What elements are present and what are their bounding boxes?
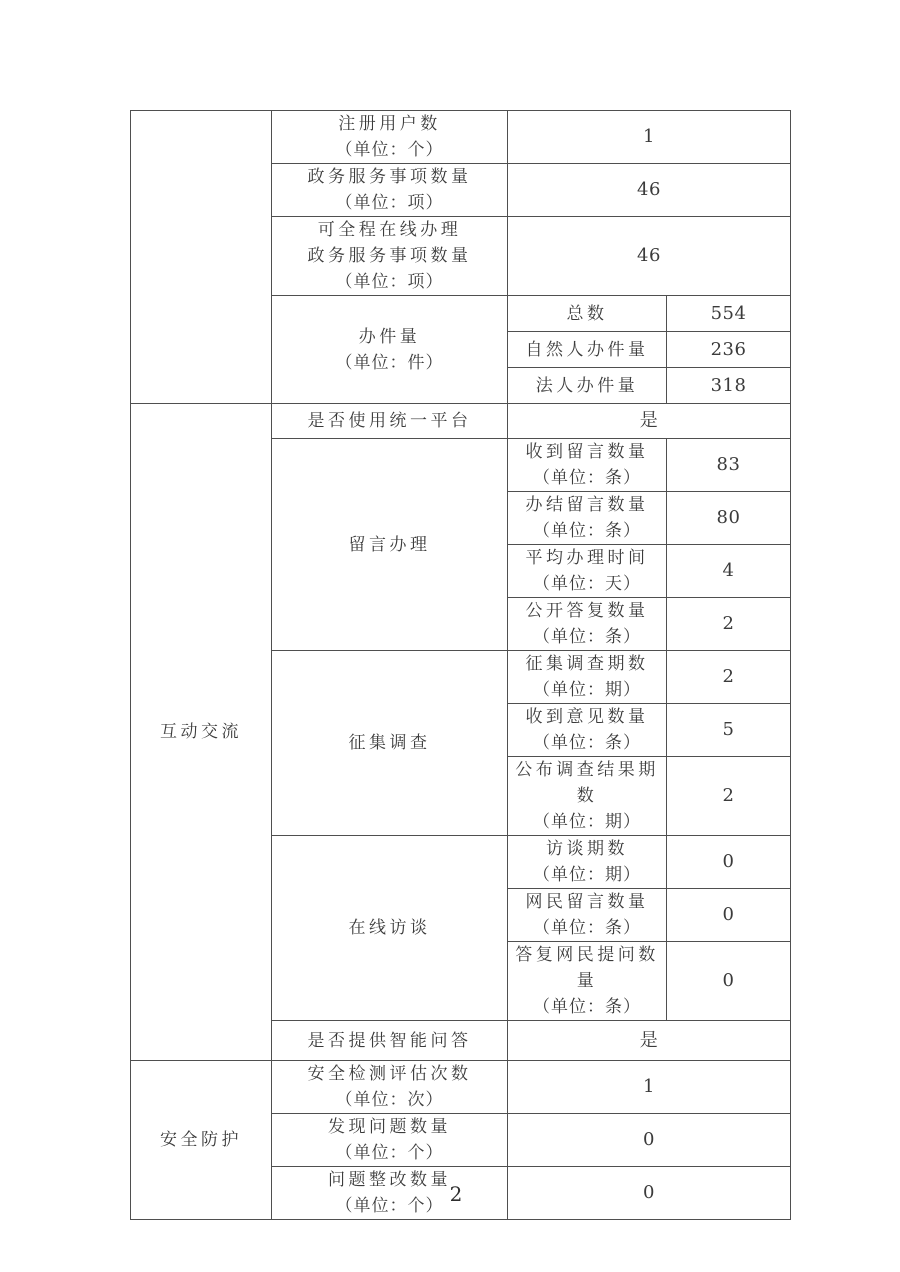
metric-unit: （单位：项） <box>335 272 444 292</box>
submetric-case-total: 总数 <box>508 296 667 332</box>
metric-unit: （单位：条） <box>533 918 641 938</box>
metric-unit: （单位：条） <box>533 521 641 541</box>
subcategory-message-handling: 留言办理 <box>272 439 508 651</box>
metric-case-volume <box>272 296 508 404</box>
value-case-legal-person: 318 <box>667 368 791 404</box>
submetric-case-natural-person: 自然人办件量 <box>508 332 667 368</box>
value-public-replies: 2 <box>667 598 791 651</box>
metric-label: 办结留言数量 <box>525 495 649 515</box>
metric-label-line2: 政务服务事项数量 <box>307 246 472 266</box>
metric-unit: （单位：个） <box>335 140 444 160</box>
value-security-assessments: 1 <box>508 1061 791 1114</box>
value-questions-answered: 0 <box>667 942 791 1021</box>
metric-unit: （单位：天） <box>533 574 641 594</box>
metric-label: 答复网民提问数量 <box>515 945 659 991</box>
category-cell-interaction: 互动交流 <box>131 404 272 1061</box>
value-avg-handling-time: 4 <box>667 545 791 598</box>
value-opinions-received: 5 <box>667 704 791 757</box>
metric-label: 网民留言数量 <box>525 892 649 912</box>
value-case-natural-person: 236 <box>667 332 791 368</box>
value-messages-received: 83 <box>667 439 791 492</box>
table-row <box>131 404 791 439</box>
table-row <box>131 1061 791 1114</box>
metric-security-assessments <box>272 1061 508 1114</box>
subcategory-online-interview: 在线访谈 <box>272 836 508 1021</box>
metric-label: 发现问题数量 <box>328 1117 451 1137</box>
value-survey-periods: 2 <box>667 651 791 704</box>
metric-unit: （单位：条） <box>533 468 641 488</box>
table-row <box>131 111 791 164</box>
submetric-case-legal-person: 法人办件量 <box>508 368 667 404</box>
metric-opinions-received <box>508 704 667 757</box>
value-smart-qa: 是 <box>508 1021 791 1061</box>
value-registered-users: 1 <box>508 111 791 164</box>
value-messages-completed: 80 <box>667 492 791 545</box>
value-problems-fixed: 0 <box>508 1167 791 1220</box>
metric-netizen-messages <box>508 889 667 942</box>
metric-unit: （单位：项） <box>335 193 444 213</box>
value-survey-results-published: 2 <box>667 757 791 836</box>
metric-unit: （单位：期） <box>533 865 641 885</box>
metric-unit: （单位：条） <box>533 997 641 1017</box>
metric-questions-answered <box>508 942 667 1021</box>
page-number: 2 <box>449 1182 463 1206</box>
category-cell-security: 安全防护 <box>131 1061 272 1220</box>
metric-avg-handling-time <box>508 545 667 598</box>
metric-unified-platform: 是否使用统一平台 <box>272 404 508 439</box>
metric-unit: （单位：次） <box>335 1090 444 1110</box>
metric-public-replies <box>508 598 667 651</box>
metric-unit: （单位：条） <box>533 733 641 753</box>
metric-label: 收到留言数量 <box>525 442 649 462</box>
metric-unit: （单位：件） <box>335 352 444 373</box>
metric-label: 问题整改数量 <box>328 1170 451 1190</box>
metric-unit: （单位：个） <box>335 1143 444 1163</box>
metric-label: 访谈期数 <box>546 839 628 859</box>
metric-unit: （单位：期） <box>533 812 641 832</box>
metric-service-items <box>272 164 508 217</box>
metric-label: 公开答复数量 <box>525 601 649 621</box>
statistics-table <box>130 110 791 1220</box>
metric-label: 收到意见数量 <box>525 707 649 727</box>
metric-unit: （单位：个） <box>335 1196 444 1216</box>
metric-full-online-items <box>272 217 508 296</box>
value-full-online-items: 46 <box>508 217 791 296</box>
metric-label: 安全检测评估次数 <box>307 1064 472 1084</box>
metric-label: 公布调查结果期数 <box>515 760 659 806</box>
subcategory-solicitation-survey: 征集调查 <box>272 651 508 836</box>
metric-label: 平均办理时间 <box>525 548 649 568</box>
value-interview-periods: 0 <box>667 836 791 889</box>
metric-unit: （单位：期） <box>533 680 641 700</box>
metric-label: 注册用户数 <box>338 114 441 134</box>
metric-messages-received <box>508 439 667 492</box>
metric-smart-qa: 是否提供智能问答 <box>272 1021 508 1061</box>
metric-registered-users <box>272 111 508 164</box>
value-unified-platform: 是 <box>508 404 791 439</box>
value-case-total: 554 <box>667 296 791 332</box>
metric-label: 办件量 <box>358 326 421 347</box>
value-service-items: 46 <box>508 164 791 217</box>
metric-interview-periods <box>508 836 667 889</box>
metric-label: 征集调查期数 <box>525 654 649 674</box>
metric-messages-completed <box>508 492 667 545</box>
value-problems-found: 0 <box>508 1114 791 1167</box>
metric-problems-found <box>272 1114 508 1167</box>
metric-label-line1: 可全程在线办理 <box>317 220 462 240</box>
value-netizen-messages: 0 <box>667 889 791 942</box>
category-cell-empty <box>131 111 272 404</box>
metric-survey-periods <box>508 651 667 704</box>
metric-label: 政务服务事项数量 <box>307 167 472 187</box>
metric-survey-results-published <box>508 757 667 836</box>
metric-unit: （单位：条） <box>533 627 641 647</box>
